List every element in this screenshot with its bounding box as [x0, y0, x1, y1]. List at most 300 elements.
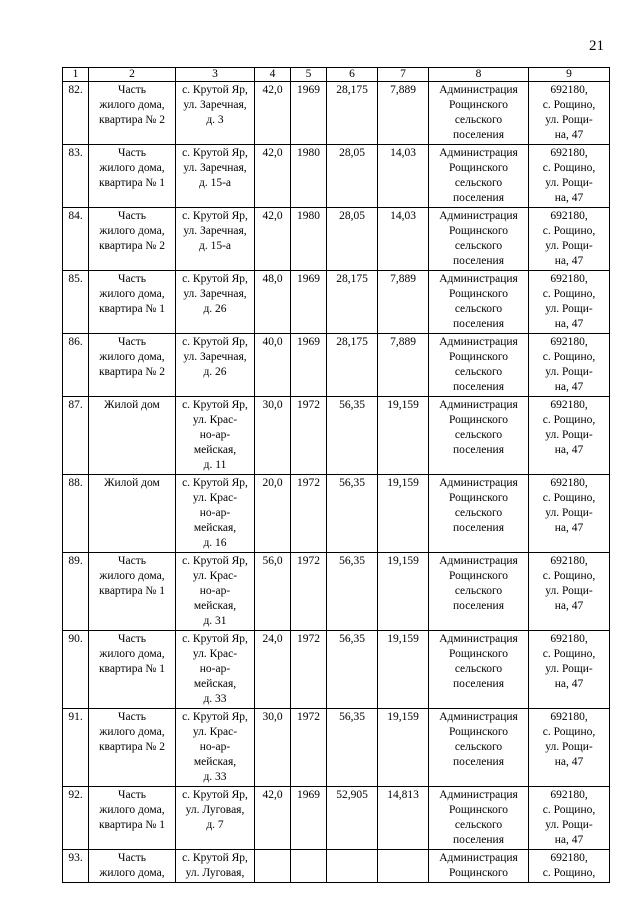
cell-line: 692180, — [550, 273, 588, 285]
cell-line: 692180, — [550, 555, 588, 567]
owner-address-cell — [529, 475, 610, 553]
value-7-cell: 19,159 — [378, 709, 429, 787]
cell-line: д. 15-а — [198, 240, 232, 252]
cell-line: с. Крутой Яр, — [182, 852, 248, 864]
year-cell: 1972 — [291, 475, 327, 553]
cell-line: Часть — [118, 852, 146, 864]
cell-line: сельского — [454, 366, 503, 378]
cell-line: поселения — [453, 318, 504, 330]
cell-line: ул. Крас- — [192, 570, 238, 582]
cell-line: Администрация — [439, 84, 518, 96]
cell-line: с. Крутой Яр, — [182, 711, 248, 723]
value-6-cell: 56,35 — [327, 475, 378, 553]
object-name-cell — [89, 397, 176, 475]
year-cell: 1980 — [291, 208, 327, 271]
cell-line: Рощинского — [448, 99, 509, 111]
cell-line: д. 26 — [203, 303, 227, 315]
owner-address-cell — [529, 82, 610, 145]
object-name-cell — [89, 475, 176, 553]
cell-line: ул. Рощи- — [545, 819, 593, 831]
cell-line: но-ар- — [199, 507, 231, 519]
cell-line: ул. Луговая, — [185, 867, 245, 879]
cell-line: д. 7 — [206, 819, 224, 831]
cell-line: на, 47 — [554, 192, 584, 204]
cell-line: жилого дома, — [99, 648, 165, 660]
row-number-cell: 92. — [63, 787, 89, 850]
cell-line: Часть — [118, 789, 146, 801]
cell-line: с. Рощино, — [542, 162, 596, 174]
cell-line: мейская, — [193, 600, 237, 612]
area-cell — [255, 850, 291, 883]
cell-line: Рощинского — [448, 867, 509, 879]
cell-line: д. 11 — [203, 459, 227, 471]
cell-line: Администрация — [439, 555, 518, 567]
cell-line: Администрация — [439, 789, 518, 801]
cell-line: Рощинского — [448, 648, 509, 660]
header-row — [63, 68, 610, 82]
cell-line: жилого дома, — [99, 570, 165, 582]
cell-line: с. Рощино, — [542, 804, 596, 816]
value-7-cell: 19,159 — [378, 553, 429, 631]
owner-cell — [429, 850, 529, 883]
value-7-cell: 7,889 — [378, 334, 429, 397]
cell-line: с. Рощино, — [542, 492, 596, 504]
object-name-cell — [89, 709, 176, 787]
cell-line: на, 47 — [554, 255, 584, 267]
value-6-cell: 56,35 — [327, 553, 378, 631]
cell-line: ул. Крас- — [192, 648, 238, 660]
cell-line: ул. Рощи- — [545, 429, 593, 441]
cell-line: квартира № 1 — [98, 819, 166, 831]
cell-line: Рощинского — [448, 288, 509, 300]
cell-line: мейская, — [193, 522, 237, 534]
table-row — [63, 145, 610, 208]
cell-line: но-ар- — [199, 585, 231, 597]
area-cell: 56,0 — [255, 553, 291, 631]
cell-line: 692180, — [550, 84, 588, 96]
area-cell: 30,0 — [255, 397, 291, 475]
cell-line: квартира № 1 — [98, 177, 166, 189]
cell-line: Рощинского — [448, 351, 509, 363]
table-row — [63, 208, 610, 271]
value-7-cell: 19,159 — [378, 631, 429, 709]
area-cell: 42,0 — [255, 787, 291, 850]
cell-line: с. Крутой Яр, — [182, 477, 248, 489]
cell-line: с. Крутой Яр, — [182, 399, 248, 411]
value-7-cell: 19,159 — [378, 397, 429, 475]
cell-line: с. Рощино, — [542, 570, 596, 582]
owner-address-cell — [529, 208, 610, 271]
cell-line: на, 47 — [554, 444, 584, 456]
owner-cell — [429, 145, 529, 208]
value-6-cell: 56,35 — [327, 631, 378, 709]
address-cell — [176, 271, 255, 334]
address-cell — [176, 82, 255, 145]
object-name-cell — [89, 553, 176, 631]
cell-line: ул. Рощи- — [545, 585, 593, 597]
owner-cell — [429, 208, 529, 271]
row-number-cell: 88. — [63, 475, 89, 553]
owner-address-cell — [529, 709, 610, 787]
cell-line: 692180, — [550, 711, 588, 723]
cell-line: с. Рощино, — [542, 648, 596, 660]
owner-address-cell — [529, 631, 610, 709]
owner-cell — [429, 787, 529, 850]
value-7-cell: 14,03 — [378, 145, 429, 208]
header-cell: 5 — [291, 68, 327, 82]
cell-line: жилого дома, — [99, 99, 165, 111]
cell-line: д. 31 — [203, 615, 227, 627]
cell-line: но-ар- — [199, 429, 231, 441]
owner-cell — [429, 271, 529, 334]
table-row — [63, 334, 610, 397]
cell-line: д. 3 — [206, 114, 224, 126]
address-cell — [176, 850, 255, 883]
table-row — [63, 397, 610, 475]
area-cell: 40,0 — [255, 334, 291, 397]
cell-line: с. Рощино, — [542, 225, 596, 237]
value-6-cell: 28,175 — [327, 82, 378, 145]
cell-line: сельского — [454, 741, 503, 753]
cell-line: ул. Рощи- — [545, 366, 593, 378]
cell-line: на, 47 — [554, 600, 584, 612]
cell-line: Администрация — [439, 273, 518, 285]
owner-cell — [429, 553, 529, 631]
cell-line: сельского — [454, 114, 503, 126]
object-name-cell — [89, 145, 176, 208]
cell-line: на, 47 — [554, 834, 584, 846]
area-cell: 24,0 — [255, 631, 291, 709]
area-cell: 42,0 — [255, 208, 291, 271]
table-row — [63, 850, 610, 883]
registry-table — [62, 67, 610, 883]
value-7-cell: 14,03 — [378, 208, 429, 271]
owner-cell — [429, 82, 529, 145]
value-6-cell: 28,05 — [327, 208, 378, 271]
header-cell: 4 — [255, 68, 291, 82]
cell-line: 692180, — [550, 399, 588, 411]
address-cell — [176, 787, 255, 850]
cell-line: жилого дома, — [99, 726, 165, 738]
cell-line: с. Крутой Яр, — [182, 633, 248, 645]
year-cell — [291, 850, 327, 883]
cell-line: с. Крутой Яр, — [182, 273, 248, 285]
cell-line: сельского — [454, 819, 503, 831]
cell-line: ул. Рощи- — [545, 114, 593, 126]
cell-line: Администрация — [439, 711, 518, 723]
object-name-cell — [89, 787, 176, 850]
cell-line: на, 47 — [554, 381, 584, 393]
value-6-cell: 28,175 — [327, 271, 378, 334]
object-name-cell — [89, 631, 176, 709]
address-cell — [176, 208, 255, 271]
cell-line: 692180, — [550, 147, 588, 159]
cell-line: сельского — [454, 507, 503, 519]
cell-line: ул. Рощи- — [545, 177, 593, 189]
page-number: 21 — [589, 38, 604, 54]
cell-line: поселения — [453, 600, 504, 612]
row-number-cell: 90. — [63, 631, 89, 709]
cell-line: поселения — [453, 834, 504, 846]
cell-line: жилого дома, — [99, 804, 165, 816]
table-row — [63, 787, 610, 850]
owner-address-cell — [529, 334, 610, 397]
table-row — [63, 553, 610, 631]
cell-line: с. Рощино, — [542, 351, 596, 363]
value-7-cell: 7,889 — [378, 82, 429, 145]
cell-line: ул. Заречная, — [183, 288, 247, 300]
year-cell: 1969 — [291, 787, 327, 850]
area-cell: 30,0 — [255, 709, 291, 787]
cell-line: Часть — [118, 84, 146, 96]
cell-line: Часть — [118, 555, 146, 567]
cell-line: 692180, — [550, 789, 588, 801]
value-7-cell: 14,813 — [378, 787, 429, 850]
value-6-cell: 28,05 — [327, 145, 378, 208]
owner-cell — [429, 397, 529, 475]
cell-line: Часть — [118, 210, 146, 222]
owner-address-cell — [529, 787, 610, 850]
value-7-cell — [378, 850, 429, 883]
year-cell: 1972 — [291, 631, 327, 709]
year-cell: 1972 — [291, 553, 327, 631]
cell-line: ул. Заречная, — [183, 99, 247, 111]
cell-line: на, 47 — [554, 129, 584, 141]
row-number-cell: 83. — [63, 145, 89, 208]
cell-line: с. Рощино, — [542, 867, 596, 879]
cell-line: сельского — [454, 177, 503, 189]
year-cell: 1969 — [291, 334, 327, 397]
cell-line: квартира № 2 — [98, 366, 166, 378]
area-cell: 48,0 — [255, 271, 291, 334]
cell-line: Часть — [118, 273, 146, 285]
object-name-cell — [89, 334, 176, 397]
cell-line: с. Рощино, — [542, 288, 596, 300]
address-cell — [176, 631, 255, 709]
cell-line: Администрация — [439, 852, 518, 864]
cell-line: ул. Заречная, — [183, 351, 247, 363]
cell-line: ул. Крас- — [192, 492, 238, 504]
cell-line: ул. Заречная, — [183, 225, 247, 237]
area-cell: 20,0 — [255, 475, 291, 553]
cell-line: сельского — [454, 240, 503, 252]
cell-line: с. Рощино, — [542, 726, 596, 738]
cell-line: с. Рощино, — [542, 414, 596, 426]
cell-line: жилого дома, — [99, 162, 165, 174]
cell-line: квартира № 2 — [98, 240, 166, 252]
cell-line: 692180, — [550, 477, 588, 489]
object-name-cell — [89, 82, 176, 145]
cell-line: Рощинского — [448, 414, 509, 426]
owner-address-cell — [529, 850, 610, 883]
row-number-cell: 89. — [63, 553, 89, 631]
cell-line: на, 47 — [554, 522, 584, 534]
cell-line: 692180, — [550, 852, 588, 864]
row-number-cell: 86. — [63, 334, 89, 397]
cell-line: ул. Рощи- — [545, 240, 593, 252]
row-number-cell: 85. — [63, 271, 89, 334]
cell-line: 692180, — [550, 210, 588, 222]
row-number-cell: 93. — [63, 850, 89, 883]
cell-line: с. Рощино, — [542, 99, 596, 111]
cell-line: Часть — [118, 336, 146, 348]
cell-line: Часть — [118, 147, 146, 159]
owner-address-cell — [529, 145, 610, 208]
value-7-cell: 19,159 — [378, 475, 429, 553]
cell-line: Часть — [118, 711, 146, 723]
cell-line: Администрация — [439, 210, 518, 222]
cell-line: жилого дома, — [99, 225, 165, 237]
cell-line: ул. Крас- — [192, 414, 238, 426]
owner-address-cell — [529, 271, 610, 334]
cell-line: квартира № 1 — [98, 303, 166, 315]
address-cell — [176, 709, 255, 787]
year-cell: 1969 — [291, 82, 327, 145]
cell-line: д. 15-а — [198, 177, 232, 189]
owner-cell — [429, 709, 529, 787]
value-6-cell: 56,35 — [327, 709, 378, 787]
header-cell: 7 — [378, 68, 429, 82]
cell-line: ул. Рощи- — [545, 303, 593, 315]
cell-line: Администрация — [439, 633, 518, 645]
cell-line: поселения — [453, 129, 504, 141]
address-cell — [176, 145, 255, 208]
cell-line: поселения — [453, 192, 504, 204]
object-name-cell — [89, 850, 176, 883]
owner-cell — [429, 475, 529, 553]
cell-line: 692180, — [550, 336, 588, 348]
cell-line: 692180, — [550, 633, 588, 645]
cell-line: д. 26 — [203, 366, 227, 378]
cell-line: ул. Крас- — [192, 726, 238, 738]
cell-line: Администрация — [439, 147, 518, 159]
cell-line: но-ар- — [199, 741, 231, 753]
year-cell: 1969 — [291, 271, 327, 334]
cell-line: жилого дома, — [99, 288, 165, 300]
cell-line: Администрация — [439, 336, 518, 348]
cell-line: поселения — [453, 678, 504, 690]
cell-line: мейская, — [193, 756, 237, 768]
cell-line: Рощинского — [448, 804, 509, 816]
cell-line: с. Крутой Яр, — [182, 210, 248, 222]
owner-address-cell — [529, 553, 610, 631]
cell-line: ул. Рощи- — [545, 507, 593, 519]
cell-line: на, 47 — [554, 678, 584, 690]
cell-line: поселения — [453, 756, 504, 768]
cell-line: Рощинского — [448, 570, 509, 582]
row-number-cell: 82. — [63, 82, 89, 145]
cell-line: ул. Луговая, — [185, 804, 245, 816]
cell-line: ул. Заречная, — [183, 162, 247, 174]
cell-line: квартира № 2 — [98, 114, 166, 126]
cell-line: с. Крутой Яр, — [182, 789, 248, 801]
cell-line: Администрация — [439, 399, 518, 411]
table-row — [63, 82, 610, 145]
owner-cell — [429, 334, 529, 397]
cell-line: Жилой дом — [104, 477, 160, 489]
cell-line: Рощинского — [448, 225, 509, 237]
row-number-cell: 91. — [63, 709, 89, 787]
table-row — [63, 709, 610, 787]
cell-line: поселения — [453, 444, 504, 456]
cell-line: с. Крутой Яр, — [182, 147, 248, 159]
value-6-cell: 52,905 — [327, 787, 378, 850]
year-cell: 1972 — [291, 397, 327, 475]
cell-line: д. 33 — [203, 693, 227, 705]
cell-line: с. Крутой Яр, — [182, 84, 248, 96]
object-name-cell — [89, 271, 176, 334]
cell-line: Часть — [118, 633, 146, 645]
value-7-cell: 7,889 — [378, 271, 429, 334]
address-cell — [176, 475, 255, 553]
row-number-cell: 84. — [63, 208, 89, 271]
area-cell: 42,0 — [255, 82, 291, 145]
row-number-cell: 87. — [63, 397, 89, 475]
cell-line: д. 33 — [203, 771, 227, 783]
object-name-cell — [89, 208, 176, 271]
cell-line: с. Крутой Яр, — [182, 336, 248, 348]
cell-line: квартира № 2 — [98, 741, 166, 753]
owner-address-cell — [529, 397, 610, 475]
cell-line: мейская, — [193, 678, 237, 690]
cell-line: Рощинского — [448, 162, 509, 174]
cell-line: Администрация — [439, 477, 518, 489]
year-cell: 1980 — [291, 145, 327, 208]
cell-line: ул. Рощи- — [545, 741, 593, 753]
cell-line: жилого дома, — [99, 351, 165, 363]
cell-line: с. Крутой Яр, — [182, 555, 248, 567]
cell-line: на, 47 — [554, 756, 584, 768]
cell-line: сельского — [454, 303, 503, 315]
address-cell — [176, 553, 255, 631]
cell-line: сельского — [454, 585, 503, 597]
table-row — [63, 631, 610, 709]
header-cell: 6 — [327, 68, 378, 82]
cell-line: Рощинского — [448, 726, 509, 738]
header-cell: 3 — [176, 68, 255, 82]
cell-line: мейская, — [193, 444, 237, 456]
header-cell: 1 — [63, 68, 89, 82]
address-cell — [176, 334, 255, 397]
cell-line: жилого дома, — [99, 867, 165, 879]
value-6-cell: 56,35 — [327, 397, 378, 475]
cell-line: но-ар- — [199, 663, 231, 675]
year-cell: 1972 — [291, 709, 327, 787]
value-6-cell: 28,175 — [327, 334, 378, 397]
table-row — [63, 271, 610, 334]
cell-line: квартира № 1 — [98, 663, 166, 675]
header-cell: 9 — [529, 68, 610, 82]
address-cell — [176, 397, 255, 475]
header-cell: 8 — [429, 68, 529, 82]
owner-cell — [429, 631, 529, 709]
cell-line: Жилой дом — [104, 399, 160, 411]
cell-line: сельского — [454, 429, 503, 441]
cell-line: квартира № 1 — [98, 585, 166, 597]
cell-line: поселения — [453, 381, 504, 393]
table-row — [63, 475, 610, 553]
table-body — [63, 68, 610, 883]
cell-line: на, 47 — [554, 318, 584, 330]
value-6-cell — [327, 850, 378, 883]
header-cell: 2 — [89, 68, 176, 82]
cell-line: д. 16 — [203, 537, 227, 549]
cell-line: ул. Рощи- — [545, 663, 593, 675]
cell-line: поселения — [453, 255, 504, 267]
cell-line: поселения — [453, 522, 504, 534]
area-cell: 42,0 — [255, 145, 291, 208]
cell-line: сельского — [454, 663, 503, 675]
